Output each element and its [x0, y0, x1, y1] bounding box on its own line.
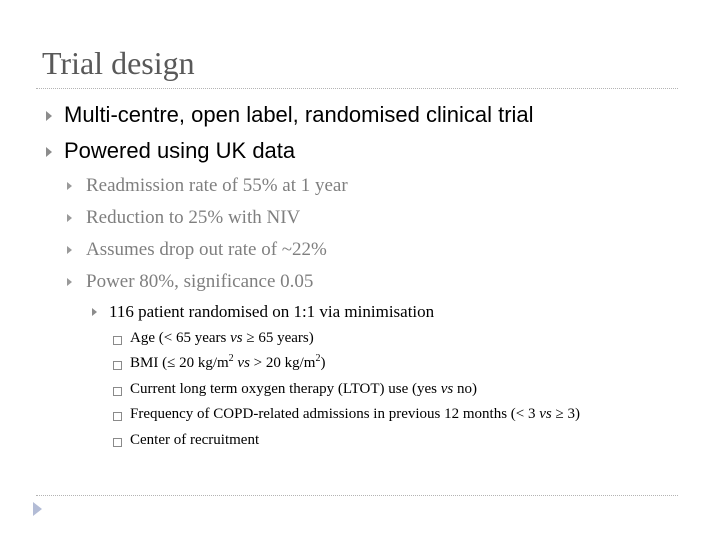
factor-text: Frequency of COPD-related admissions in previous 12 months (< 3 vs ≥ 3): [130, 406, 580, 422]
triangle-right-icon: [67, 246, 72, 254]
hollow-square-icon: [113, 438, 122, 447]
bullet-text: Power 80%, significance 0.05: [86, 271, 314, 292]
bullet-text: 116 patient randomised on 1:1 via minimisation: [109, 302, 435, 321]
slide-title: Trial design: [42, 45, 195, 81]
factor-text: Current long term oxygen therapy (LTOT) use (yes vs no): [130, 381, 478, 397]
triangle-right-icon: [67, 182, 72, 190]
hollow-square-icon: [113, 361, 122, 370]
bullet-text: Readmission rate of 55% at 1 year: [86, 175, 348, 196]
title-divider: [36, 88, 678, 89]
hollow-square-icon: [113, 387, 122, 396]
bullet-text: Assumes drop out rate of ~22%: [86, 239, 327, 260]
factor-text: Age (< 65 years vs ≥ 65 years): [130, 330, 314, 346]
triangle-right-icon: [46, 147, 52, 157]
bullet-text: Powered using UK data: [64, 138, 296, 163]
triangle-right-icon: [33, 502, 42, 516]
bullet-text: Reduction to 25% with NIV: [86, 207, 301, 228]
footer-divider: [36, 495, 678, 496]
triangle-right-icon: [67, 278, 72, 286]
factor-text: BMI (≤ 20 $kg/m^2$ vs > 20 $kg/m^2$): [130, 353, 326, 371]
bullet-text: Multi-centre, open label, randomised clinical trial: [64, 102, 534, 127]
triangle-right-icon: [46, 111, 52, 121]
triangle-right-icon: [92, 308, 97, 316]
triangle-right-icon: [67, 214, 72, 222]
hollow-square-icon: [113, 412, 122, 421]
hollow-square-icon: [113, 336, 122, 345]
factor-text: Center of recruitment: [130, 432, 260, 448]
